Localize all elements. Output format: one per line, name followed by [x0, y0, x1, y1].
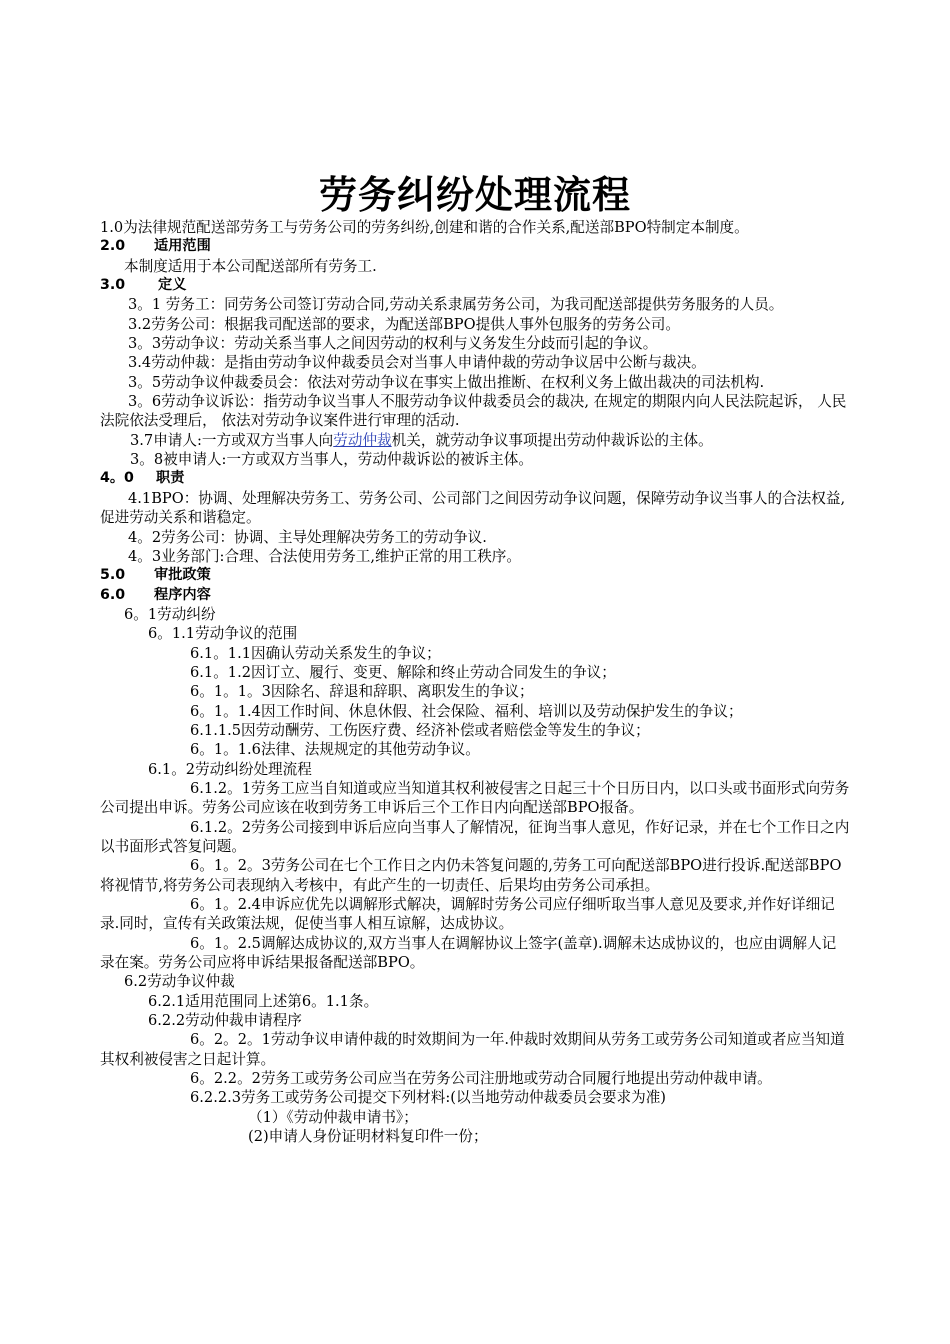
definition-3-5: 3。5劳动争议仲裁委员会：依法对劳动争议在事实上做出推断、在权利义务上做出裁决的司法机构.	[128, 373, 765, 391]
paragraph-2: 本制度适用于本公司配送部所有劳务工.	[124, 257, 377, 275]
item-6-1-1-5: 6.1.1.5因劳动酬劳、工伤医疗费、经济补偿或者赔偿金等发生的争议；	[190, 721, 650, 739]
section-heading-5	[100, 566, 850, 585]
item-6-1-2-3: 6。1。2。3劳务公司在七个工作日之内仍未答复问题的,劳务工可向配送部BPO进行投诉.配送部BPO将视情节,将劳务公司表现纳入考核中，有此产生的一切责任、后果均由劳务公司承担。	[100, 857, 842, 894]
section-title: 程序内容	[154, 586, 211, 603]
duty-4-1: 4.1BPO：协调、处理解决劳务工、劳务公司、公司部门之间因劳动争议问题，保障劳动争议当事人的合法权益,促进劳动关系和谐稳定。	[100, 489, 846, 527]
subsection-6-1: 6。1劳动纠纷	[124, 605, 216, 623]
item-6-2-2-3: 6.2.2.3劳务工或劳务公司提交下列材料:(以当地劳动仲裁委员会要求为准)	[190, 1089, 666, 1107]
item-6-1-2-5: 6。1。2.5调解达成协议的,双方当事人在调解协议上签字(盖章).调解未达成协议的，也应由调解人记录在案。劳务公司应将申诉结果报备配送部BPO。	[100, 934, 837, 972]
section-title: 职责	[156, 470, 185, 487]
section-heading-6	[100, 586, 850, 605]
section-number: 6.0	[100, 586, 126, 603]
item-6-1-2-1: 6.1.2。1劳务工应当自知道或应当知道其权利被侵害之日起三十个日历日内，以口头或书面形式向劳务公司提出申诉。劳务公司应该在收到劳务工申诉后三个工作日内向配送部BPO报备。	[100, 779, 850, 817]
definition-3-2: 3.2劳务公司：根据我司配送部的要求，为配送部BPO提供人事外包服务的劳务公司。	[128, 315, 680, 333]
definition-3-7	[100, 431, 850, 450]
section-title: 定义	[158, 277, 187, 294]
item-6-1-2-2: 6.1.2。2劳务公司接到申诉后应向当事人了解情况，征询当事人意见，作好记录，并在七个工作日之内以书面形式答复问题。	[100, 818, 850, 855]
document-title: 劳务纠纷处理流程	[318, 173, 631, 217]
subsection-6-1-2: 6.1。2劳动纠纷处理流程	[148, 760, 312, 778]
item-6-1-1-4: 6。1。1.4因工作时间、休息休假、社会保险、福利、培训以及劳动保护发生的争议；	[190, 702, 743, 720]
section-heading-2	[100, 237, 850, 256]
item-6-1-1-2: 6.1。1.2因订立、履行、变更、解除和终止劳动合同发生的争议；	[190, 663, 616, 681]
definition-3-4: 3.4劳动仲裁：是指由劳动争议仲裁委员会对当事人申请仲裁的劳动争议居中公断与裁决。	[128, 354, 706, 372]
item-6-1-1-3: 6。1。1。3因除名、辞退和辞职、离职发生的争议；	[190, 683, 534, 701]
subsection-6-1-1: 6。1.1劳动争议的范围	[148, 625, 298, 643]
definition-3-7-text: 3.7申请人:一方或双方当事人向	[130, 431, 334, 449]
section-heading-4	[100, 469, 850, 488]
section-title: 适用范围	[154, 238, 211, 255]
item-6-2-2-1: 6。2。2。1劳动争议申请仲裁的时效期间为一年.仲裁时效期间从劳务工或劳务公司知道或者应当知道其权利被侵害之日起计算。	[100, 1031, 845, 1068]
item-6-1-2-4: 6。1。2.4申诉应优先以调解形式解决，调解时劳务公司应仔细听取当事人意见及要求,并作好详细记录.同时，宣传有关政策法规，促使当事人相互谅解，达成协议。	[100, 896, 835, 933]
duty-4-3: 4。3业务部门:合理、合法使用劳务工,维护正常的用工秩序。	[128, 547, 521, 565]
labor-arbitration-link[interactable]: 劳动仲裁	[333, 431, 392, 449]
material-item-1: （1）《劳动仲裁申请书》；	[248, 1108, 418, 1126]
paragraph-1-0: 1.0为法律规范配送部劳务工与劳务公司的劳务纠纷,创建和谐的合作关系,配送部BPO特制定本制度。	[100, 219, 749, 236]
section-number: 3.0	[100, 277, 126, 294]
document-body	[100, 218, 850, 1147]
definition-3-1: 3。1 劳务工：同劳务公司签订劳动合同,劳动关系隶属劳务公司，为我司配送部提供劳务服务的人员。	[128, 296, 784, 314]
section-number: 5.0	[100, 567, 126, 584]
definition-3-7-text-end: 机关，就劳动争议事项提出劳动仲裁诉讼的主体。	[391, 431, 713, 449]
definition-3-6: 3。6劳动争议诉讼：指劳动争议当事人不服劳动争议仲裁委员会的裁决, 在规定的期限内向人民法院起诉， 人民法院依法受理后， 依法对劳动争议案件进行审理的活动.	[100, 393, 847, 430]
duty-4-2: 4。2劳务公司：协调、主导处理解决劳务工的劳动争议.	[128, 528, 487, 546]
section-heading-3	[100, 276, 850, 295]
section-number: 4。0	[100, 470, 134, 487]
item-6-1-1-6: 6。1。1.6法律、法规规定的其他劳动争议。	[190, 741, 480, 759]
item-6-2-2-2: 6。2.2。2劳务工或劳务公司应当在劳务公司注册地或劳动合同履行地提出劳动仲裁申请。	[190, 1070, 772, 1088]
definition-3-8: 3。8被申请人:一方或双方当事人，劳动仲裁诉讼的被诉主体。	[130, 451, 533, 469]
section-title: 审批政策	[154, 567, 211, 584]
subsection-6-2: 6.2劳动争议仲裁	[124, 973, 235, 991]
section-number: 2.0	[100, 238, 126, 255]
subsection-6-2-1: 6.2.1适用范围同上述第6。1.1条。	[148, 992, 379, 1010]
definition-3-3: 3。3劳动争议：劳动关系当事人之间因劳动的权利与义务发生分歧而引起的争议。	[128, 335, 658, 353]
item-6-1-1-1: 6.1。1.1因确认劳动关系发生的争议；	[190, 644, 441, 662]
subsection-6-2-2: 6.2.2劳动仲裁申请程序	[148, 1012, 302, 1030]
material-item-2: (2)申请人身份证明材料复印件一份；	[248, 1128, 488, 1146]
